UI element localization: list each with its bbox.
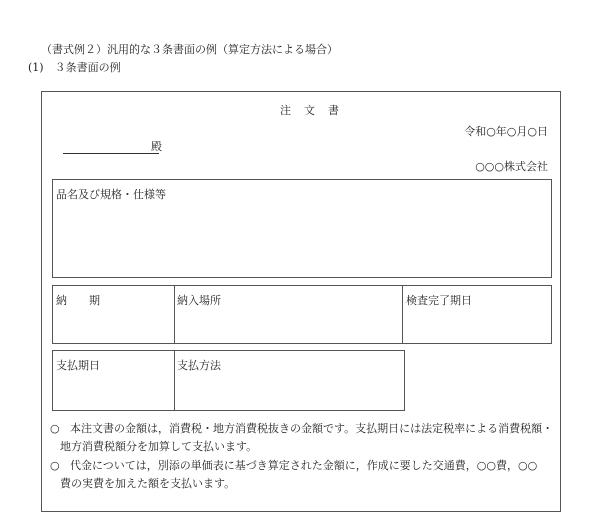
delivery-row-divider-1 [174, 286, 175, 343]
inspection-date-label: 検査完了期日 [406, 294, 472, 307]
delivery-row-divider-2 [402, 286, 403, 343]
payment-row-divider [174, 351, 175, 410]
payment-method-label: 支払方法 [177, 359, 221, 372]
header-line-2: (1) ３条書面の例 [28, 61, 121, 74]
addressee-suffix: 殿 [151, 140, 162, 153]
payment-row [52, 350, 405, 411]
header-line-1: （書式例２）汎用的な３条書面の例（算定方法による場合） [41, 43, 338, 56]
note-2-bullet: ○ [50, 459, 60, 472]
document-title: 注 文 書 [280, 104, 340, 117]
order-form-frame [41, 91, 561, 512]
note-1-line-1: 本注文書の金額は，消費税・地方消費税抜きの金額です。支払期日には法定税率による消費税額・ [70, 422, 554, 435]
note-1-line-2: 地方消費税額分を加算して支払います。 [60, 440, 258, 453]
note-2-line-2: 費の実費を加えた額を支払います。 [60, 477, 236, 490]
addressee-line [63, 153, 159, 154]
product-spec-box [52, 179, 552, 278]
note-1-bullet: ○ [50, 422, 60, 435]
payment-date-label: 支払期日 [56, 359, 100, 372]
issue-date: 令和○年○月○日 [464, 125, 548, 138]
note-2-line-1: 代金については，別添の単価表に基づき算定された金額に，作成に要した交通費，○○費，○○ [70, 459, 538, 472]
delivery-date-label: 納 期 [56, 294, 100, 307]
product-spec-label: 品名及び規格・仕様等 [56, 188, 166, 201]
company-name: ○○○株式会社 [475, 160, 548, 173]
delivery-place-label: 納入場所 [177, 294, 221, 307]
delivery-row [52, 285, 552, 344]
